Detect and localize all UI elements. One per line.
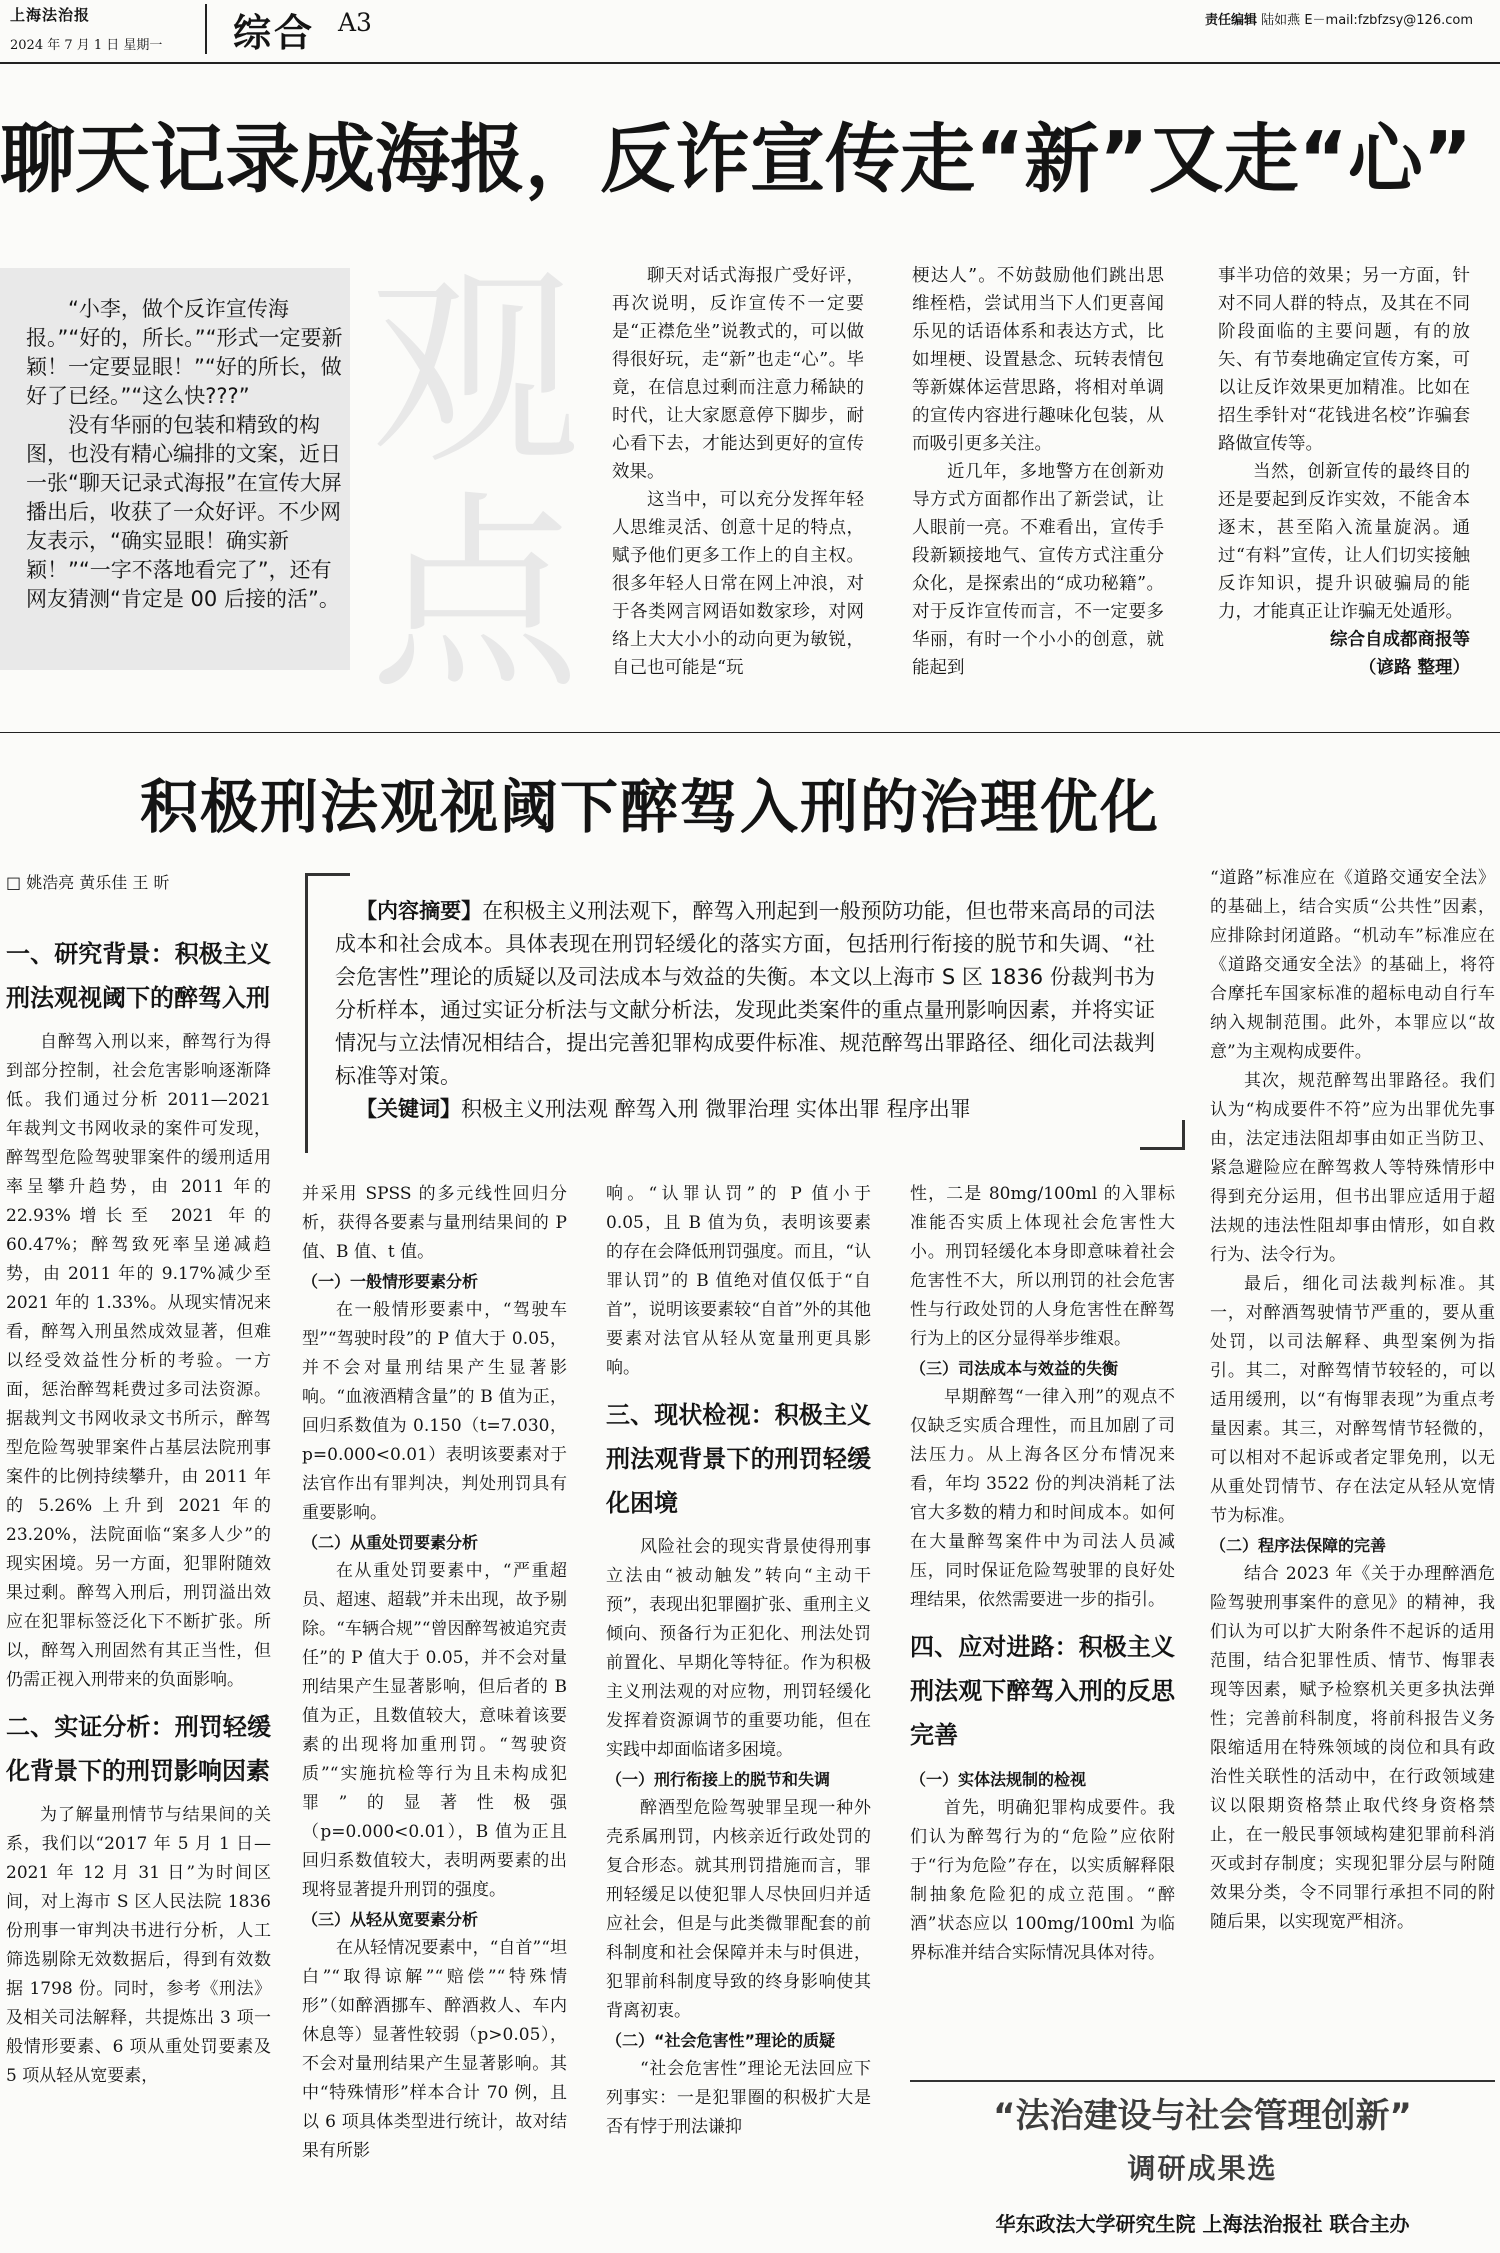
viewpoint-watermark: 观点: [369, 248, 580, 718]
article-column-5: [1210, 864, 1495, 1937]
article-column-3: [606, 1180, 871, 2142]
subsection-heading: （三）从轻从宽要素分析: [302, 1910, 479, 1929]
paragraph: 近几年，多地警方在创新劝导方式方面都作出了新尝试，让人眼前一亮。不难看出，宣传手段新颖接地气、宣传方式注重分众化，是探索出的“成功秘籍”。对于反诈宣传而言，不一定要多华丽，有时一个小小的创意，就能起到: [912, 462, 1164, 678]
keywords-label: 【关键词】: [356, 1097, 461, 1121]
compiler-credit: （谚路 整理）: [1358, 658, 1470, 678]
paragraph: 为了解量刑情节与结果间的关系，我们以“2017 年 5 月 1 日—2021 年 12 月 31 日”为时间区间，对上海市 S 区人民法院 1836 份刑事一审判决书进行分析，人工筛选剔除无效数据后，得到有效数据 1798 份。同时，参考《刑法》及相关司法解释，共提炼出 3 项一般情形要素、6 项从重处罚要素及 5 项从轻从宽要素，: [6, 1805, 271, 2086]
article-byline: □ 姚浩亮 黄乐佳 王 昕: [6, 873, 170, 892]
subsection-heading: （二）从重处罚要素分析: [302, 1533, 479, 1552]
paragraph: “道路”标准应在《道路交通安全法》的基础上，结合实质“公共性”因素，应排除封闭道路。“机动车”标准应在《道路交通安全法》的基础上，将符合摩托车国家标准的超标电动自行车纳入规制范围。此外，本罪应以“故意”为主观构成要件。: [1210, 868, 1495, 1062]
subsection-heading: （三）司法成本与效益的失衡: [910, 1359, 1119, 1378]
paragraph: “社会危害性”理论无法回应下列事实：一是犯罪圈的积极扩大是否有悖于刑法谦抑: [606, 2059, 871, 2137]
series-banner-hosts: 华东政法大学研究生院 上海法治报社 联合主办: [995, 2212, 1410, 2236]
article-column-4: [910, 1180, 1175, 1968]
section-heading: 三、现状检视：积极主义刑法观背景下的刑罚轻缓化困境: [606, 1401, 871, 1517]
subsection-heading: （二）“社会危害性”理论的质疑: [606, 2031, 836, 2050]
editor-email: E－mail:fzbfzsy@126.com: [1304, 13, 1473, 28]
paragraph: 早期醉驾“一律入刑”的观点不仅缺乏实质合理性，而且加剧了司法压力。从上海各区分布情况来看，年均 3522 份的判决消耗了法官大多数的精力和时间成本。如何在大量醉驾案件中为司法人员减压，同时保证危险驾驶罪的良好处理结果，依然需要进一步的指引。: [910, 1387, 1175, 1610]
paragraph: 醉酒型危险驾驶罪呈现一种外壳系属刑罚，内核亲近行政处罚的复合形态。就其刑罚措施而言，罪刑轻缓足以使犯罪人尽快回归并适应社会，但是与此类微罪配套的前科制度和社会保障并未与时俱进，犯罪前科制度导致的终身影响使其背离初衷。: [606, 1798, 871, 2021]
article-column-1: [6, 922, 271, 2091]
section-heading: 二、实证分析：刑罚轻缓化背景下的刑罚影响因素: [6, 1713, 271, 1785]
editor-label: 责任编辑: [1205, 13, 1258, 28]
section-heading: 一、研究背景：积极主义刑法观视阈下的醉驾入刑: [6, 940, 271, 1012]
series-banner-subtitle: 调研成果选: [1127, 2152, 1278, 2185]
paragraph: 自醉驾入刑以来，醉驾行为得到部分控制，社会危害影响逐渐降低。我们通过分析 2011—2021 年裁判文书网收录的案件可发现，醉驾型危险驾驶罪案件的缓刑适用率呈攀升趋势，由 2011 年的 22.93%增长至 2021 年的 60.47%；醉驾致死率呈递减趋势，由 2011 年的 9.17%减少至 2021 年的 1.33%。从现实情况来看，醉驾入刑虽然成效显著，但难以经受效益性分析的考验。一方面，惩治醉驾耗费过多司法资源。据裁判文书网收录文书所示，醉驾型危险驾驶罪案件占基层法院刑事案件的比例持续攀升，由 2011 年的 5.26% 上升到 2021 年的 23.20%，法院面临“案多人少”的现实困境。另一方面，犯罪附随效果过剩。醉驾入刑后，刑罚溢出效应在犯罪标签泛化下不断扩张。所以，醉驾入刑固然有其正当性，但仍需正视入刑带来的负面影响。: [6, 1032, 271, 1690]
paragraph: 最后，细化司法裁判标准。其一，对醉酒驾驶情节严重的，要从重处罚，以司法解释、典型案例为指引。其二，对醉驾情节较轻的，可以适用缓刑，以“有悔罪表现”为重点考量因素。其三，对醉驾情节轻微的，可以相对不起诉或者定罪免刑，以无从重处罚情节、存在法定从轻从宽情节为标准。: [1210, 1274, 1495, 1526]
source-signature: 综合自成都商报等: [1330, 630, 1470, 650]
masthead-divider: [205, 4, 207, 54]
subsection-heading: （二）程序法保障的完善: [1210, 1536, 1387, 1555]
series-banner-title: “法治建设与社会管理创新”: [993, 2096, 1412, 2136]
masthead-rule: [0, 62, 1500, 64]
viewpoint-column-2: [912, 262, 1164, 682]
viewpoint-headline: 聊天记录成海报，反诈宣传走“新”又走“心”: [0, 115, 1473, 203]
paragraph: 响。“认罪认罚”的 P 值小于 0.05，且 B 值为负，表明该要素的存在会降低刑罚强度。而且，“认罪认罚”的 B 值绝对值仅低于“自首”，说明该要素较“自首”外的其他要素对法官从轻从宽量刑更具影响。: [606, 1184, 871, 1378]
lead-text: [26, 295, 346, 614]
viewpoint-column-1: [612, 262, 864, 682]
abstract-text: 在积极主义刑法观下，醉驾入刑起到一般预防功能，但也带来高昂的司法成本和社会成本。具体表现在刑罚轻缓化的落实方面，包括刑行衔接的脱节和失调、“社会危害性”理论的质疑以及司法成本与效益的失衡。本文以上海市 S 区 1836 份裁判书为分析样本，通过实证分析法与文献分析法，发现此类案件的重点量刑影响因素，并将实证情况与立法情况相结合，提出完善犯罪构成要件标准、规范醉驾出罪路径、细化司法裁判标准等对策。: [335, 899, 1156, 1088]
abstract-paragraph: [335, 895, 1155, 1093]
article-abstract: [335, 895, 1155, 1126]
paragraph: 结合 2023 年《关于办理醉酒危险驾驶刑事案件的意见》的精神，我们认为可以扩大附条件不起诉的适用范围，结合犯罪性质、情节、悔罪表现等因素，赋予检察机关更多执法弹性；完善前科制度，将前科报告义务限缩适用在特殊领域的岗位和具有政治性关联性的活动中，在行政领域建议以限期资格禁止取代终身资格禁止，在一般民事领域构建犯罪前科消灭或封存制度；实现犯罪分层与附随效果分类，令不同罪行承担不同的附随后果，以实现宽严相济。: [1210, 1564, 1495, 1932]
lead-paragraph: 没有华丽的包装和精致的构图，也没有精心编排的文案，近日一张“聊天记录式海报”在宣传大屏播出后，收获了一众好评。不少网友表示，“确实显眼！确实新颖！”“一字不落地看完了”，还有网友猜测“肯定是 00 后接的活”。: [26, 413, 342, 611]
subsection-heading: （一）实体法规制的检视: [910, 1770, 1087, 1789]
paragraph: 并采用 SPSS 的多元线性回归分析，获得各要素与量刑结果间的 P 值、B 值、t 值。: [302, 1184, 567, 1262]
section-name: 综合: [233, 10, 316, 55]
paragraph: 在从轻情况要素中，“自首”“坦白”“取得谅解”“赔偿”“特殊情形”（如醉酒挪车、醉酒救人、车内休息等）显著性较弱（p>0.05），不会对量刑结果产生显著影响。其中“特殊情形”样本合计 70 例，且以 6 项具体类型进行统计，故对结果有所影: [302, 1938, 567, 2161]
editor-credit: [1205, 9, 1473, 28]
keywords-paragraph: [335, 1093, 1155, 1126]
paragraph: 事半功倍的效果；另一方面，针对不同人群的特点，及其在不同阶段面临的主要问题，有的放矢、有节奏地确定宣传方案，可以让反诈效果更加精准。比如在招生季针对“花钱进名校”诈骗套路做宣传等。: [1218, 266, 1470, 454]
article-column-2: [302, 1180, 567, 2166]
paragraph: 在一般情形要素中，“驾驶车型”“驾驶时段”的 P 值大于 0.05，并不会对量刑结果产生显著影响。“血液酒精含量”的 B 值为正，回归系数值为 0.150（t=7.030，p=0.000<0.01）表明该要素对于法官作出有罪判决，判处刑罚具有重要影响。: [302, 1300, 567, 1523]
paragraph: 其次，规范醉驾出罪路径。我们认为“构成要件不符”应为出罪优先事由，法定违法阻却事由如正当防卫、紧急避险应在醉驾救人等特殊情形中得到充分运用，但书出罪应适用于超法规的违法性阻却事由情形，如自救行为、法令行为。: [1210, 1071, 1495, 1265]
keywords-text: 积极主义刑法观 醉驾入刑 微罪治理 实体出罪 程序出罪: [461, 1097, 971, 1121]
section-divider: [0, 732, 1500, 733]
viewpoint-column-3: [1218, 262, 1470, 682]
paragraph: 这当中，可以充分发挥年轻人思维灵活、创意十足的特点，赋予他们更多工作上的自主权。很多年轻人日常在网上冲浪，对于各类网言网语如数家珍，对网络上大大小小的动向更为敏锐，自己也可能是“玩: [612, 490, 864, 678]
paragraph: 聊天对话式海报广受好评，再次说明，反诈宣传不一定要是“正襟危坐”说教式的，可以做得很好玩，走“新”也走“心”。毕竟，在信息过剩而注意力稀缺的时代，让大家愿意停下脚步，耐心看下去，才能达到更好的宣传效果。: [612, 266, 864, 482]
editor-name: 陆如燕: [1261, 13, 1301, 28]
paragraph: 风险社会的现实背景使得刑事立法由“被动触发”转向“主动干预”，表现出犯罪圈扩张、重刑主义倾向、预备行为正犯化、刑法处罚前置化、早期化等特征。作为积极主义刑法观的对应物，刑罚轻缓化发挥着资源调节的重要功能，但在实践中却面临诸多困境。: [606, 1537, 871, 1760]
subsection-heading: （一）刑行衔接上的脱节和失调: [606, 1770, 831, 1789]
section-heading: 四、应对进路：积极主义刑法观下醉驾入刑的反思完善: [910, 1633, 1175, 1749]
subsection-heading: （一）一般情形要素分析: [302, 1272, 479, 1291]
paragraph: 性，二是 80mg/100ml 的入罪标准能否实质上体现社会危害性大小。刑罚轻缓化本身即意味着社会危害性不大，所以刑罚的社会危害性与行政处罚的人身危害性在醉驾行为上的区分显得举步维艰。: [910, 1184, 1175, 1349]
paragraph: 在从重处罚要素中，“严重超员、超速、超载”并未出现，故予剔除。“车辆合规”“曾因醉驾被追究责任”的 P 值大于 0.05，并不会对量刑结果产生显著影响，但后者的 B 值为正，且数值较大，意味着该要素的出现将加重刑罚。“驾驶资质”“实施抗检等行为且未构成犯罪”的显著性极强（p=0.000<0.01），B 值为正且回归系数值较大，表明两要素的出现将显著提升刑罚的强度。: [302, 1561, 567, 1900]
abstract-label: 【内容摘要】: [356, 899, 483, 923]
paragraph: 梗达人”。不妨鼓励他们跳出思维桎梏，尝试用当下人们更喜闻乐见的话语体系和表达方式，比如埋梗、设置悬念、玩转表情包等新媒体运营思路，将相对单调的宣传内容进行趣味化包装，从而吸引更多关注。: [912, 266, 1164, 454]
paper-name: 上海法治报: [10, 6, 91, 24]
paragraph: 当然，创新宣传的最终目的还是要起到反诈实效，不能舍本逐末，甚至陷入流量旋涡。通过“有料”宣传，让人们切实接触反诈知识，提升识破骗局的能力，才能真正让诈骗无处遁形。: [1218, 462, 1470, 622]
lead-paragraph: “小李，做个反诈宣传海报。”“好的，所长。”“形式一定要新颖！一定要显眼！”“好的所长，做好了已经。”“这么快???”: [26, 297, 343, 408]
paragraph: 首先，明确犯罪构成要件。我们认为醉驾行为的“危险”应依附于“行为危险”存在，以实质解释限制抽象危险犯的成立范围。“醉酒”状态应以 100mg/100ml 为临界标准并结合实际情况具体对待。: [910, 1798, 1175, 1963]
article-headline: 积极刑法观视阈下醉驾入刑的治理优化: [140, 773, 1161, 841]
page-number: A3: [338, 8, 372, 37]
issue-date: 2024 年 7 月 1 日 星期一: [10, 38, 163, 53]
